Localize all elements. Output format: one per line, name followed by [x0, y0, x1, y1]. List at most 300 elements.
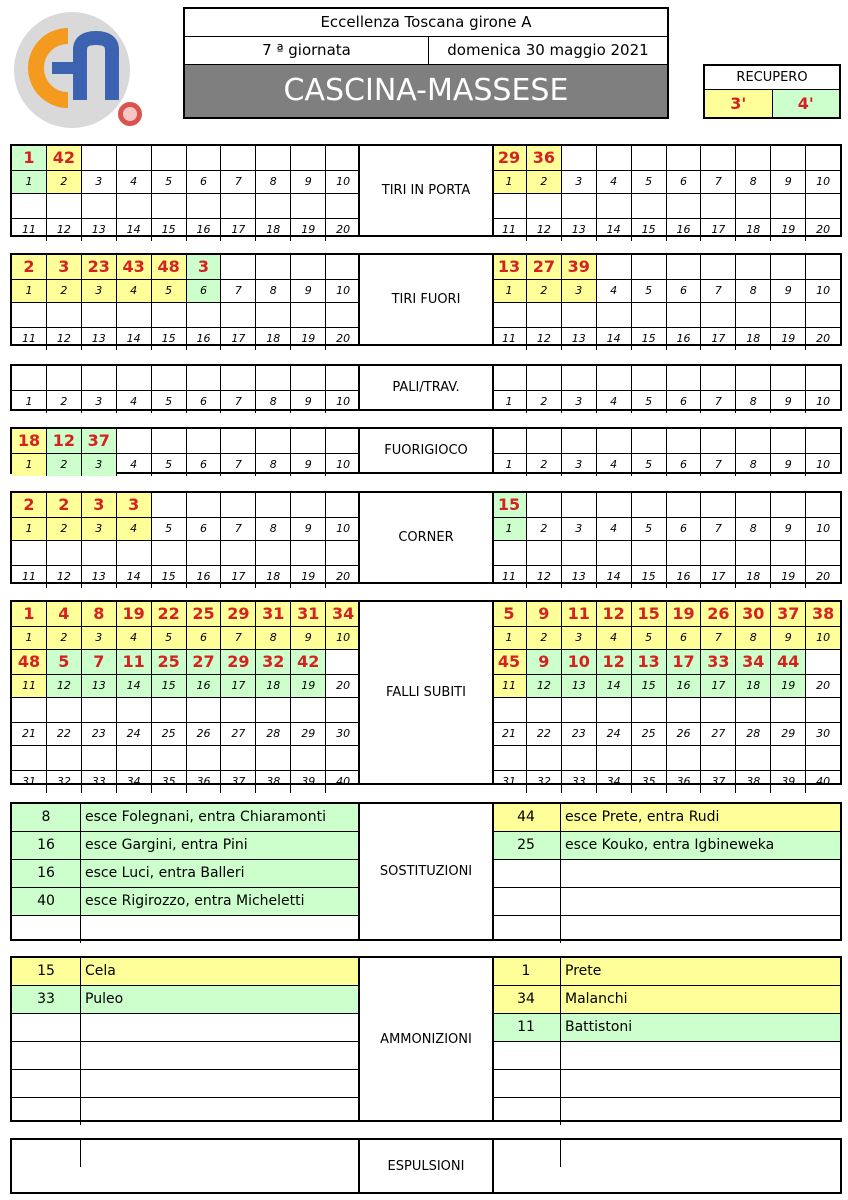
stat-index-cell: 2: [527, 518, 562, 540]
stat-value-cell: 29: [221, 602, 256, 626]
minute-cell: 15: [12, 958, 81, 985]
stat-index-cell: 13: [82, 219, 117, 241]
stat-value-cell: 8: [82, 602, 117, 626]
right-team-grid: [492, 366, 840, 409]
stat-index-cell: 7: [701, 518, 736, 540]
stat-value-cell: [187, 746, 222, 770]
stat-value-cell: [82, 303, 117, 327]
stat-value-cell: [47, 698, 82, 722]
list-row: [12, 1070, 360, 1098]
stat-value-cell: [771, 146, 806, 170]
stat-index-cell: 29: [771, 723, 806, 745]
minute-cell: [492, 1098, 561, 1125]
stat-index-cell: 20: [816, 223, 831, 236]
stat-index-cell: 7: [221, 627, 256, 649]
stat-index-cell: 2: [47, 391, 82, 413]
stat-index-cell: 40: [816, 775, 831, 788]
stat-index-cell: 11: [12, 566, 47, 588]
stat-index-cell: 6: [667, 171, 702, 193]
stat-index-cell: 15: [632, 566, 667, 588]
section-espulsioni: [10, 1138, 842, 1194]
list-row: [492, 1070, 840, 1098]
stat-index-cell: 3: [562, 454, 597, 476]
stat-index-cell: 10: [336, 175, 351, 188]
minute-index-row: [12, 219, 360, 241]
minute-cell: [492, 1070, 561, 1097]
stat-index-cell: 10: [816, 395, 831, 408]
event-text-cell: esce Kouko, entra Igbineweka: [565, 837, 775, 853]
stat-index-cell: 17: [701, 675, 736, 697]
event-text-cell: Battistoni: [565, 1019, 633, 1035]
stat-index-cell: 9: [771, 280, 806, 302]
stat-value-cell: [632, 746, 667, 770]
stat-value-cell: [291, 746, 326, 770]
stat-value-cell: [632, 493, 667, 517]
recupero-first-half: 3': [705, 90, 773, 117]
stat-index-cell: 10: [336, 395, 351, 408]
stat-value-cell: 42: [47, 146, 82, 170]
event-text-cell: [81, 1014, 360, 1041]
stat-index-cell: 18: [736, 328, 771, 350]
stat-value-cell: 2: [12, 255, 47, 279]
stat-value-cell: 9: [527, 602, 562, 626]
value-row: [492, 493, 840, 518]
value-row: [12, 541, 360, 566]
stat-value-cell: [667, 746, 702, 770]
stat-value-cell: 12: [47, 429, 82, 453]
stat-value-cell: 25: [187, 602, 222, 626]
stat-index-cell: 7: [221, 171, 256, 193]
stat-value-cell: [701, 146, 736, 170]
minute-index-row: [12, 723, 360, 746]
list-row: [12, 1014, 360, 1042]
stat-index-cell: 9: [291, 454, 326, 476]
stat-index-cell: 16: [667, 566, 702, 588]
stat-index-cell: 24: [597, 723, 632, 745]
stat-value-cell: [771, 541, 806, 565]
stat-value-cell: [152, 541, 187, 565]
stat-index-cell: 10: [816, 458, 831, 471]
stat-index-cell: 2: [47, 627, 82, 649]
section-label: AMMONIZIONI: [358, 958, 494, 1120]
list-row: [492, 804, 840, 832]
stat-index-cell: 7: [221, 391, 256, 413]
stat-value-cell: [701, 429, 736, 453]
stat-value-cell: [562, 146, 597, 170]
stat-index-cell: 10: [816, 284, 831, 297]
stat-value-cell: 1: [12, 602, 47, 626]
minute-index-row: [492, 391, 840, 413]
event-text-cell: esce Folegnani, entra Chiaramonti: [85, 809, 326, 825]
stat-index-cell: 2: [47, 518, 82, 540]
left-team-list: [12, 1140, 360, 1192]
stat-value-cell: 2: [12, 493, 47, 517]
stat-index-cell: 9: [291, 280, 326, 302]
stat-index-cell: 10: [806, 627, 840, 649]
stat-value-cell: [527, 493, 562, 517]
event-text-cell: [561, 1140, 840, 1167]
minute-cell: [12, 1042, 81, 1069]
value-row: [492, 541, 840, 566]
stat-index-cell: 4: [117, 518, 152, 540]
stat-index-cell: 20: [336, 332, 351, 345]
section-label: ESPULSIONI: [358, 1140, 494, 1192]
stat-value-cell: [771, 194, 806, 218]
stat-index-cell: 12: [527, 328, 562, 350]
stat-index-cell: 3: [82, 280, 117, 302]
minute-index-row: [492, 675, 840, 698]
stat-index-cell: 12: [527, 675, 562, 697]
stat-value-cell: [771, 255, 806, 279]
list-row: [12, 1042, 360, 1070]
stat-value-cell: [736, 429, 771, 453]
stat-value-cell: 11: [117, 650, 152, 674]
stat-index-cell: 8: [256, 518, 291, 540]
section-tiri-in-porta: [10, 144, 842, 237]
stat-index-cell: 13: [562, 566, 597, 588]
stat-index-cell: 2: [527, 454, 562, 476]
stat-value-cell: [152, 366, 187, 390]
stat-value-cell: 3: [187, 255, 222, 279]
stat-value-cell: [667, 146, 702, 170]
stat-index-cell: 22: [47, 723, 82, 745]
section-sostituzioni: [10, 802, 842, 941]
stat-value-cell: [117, 366, 152, 390]
stat-index-cell: 15: [152, 566, 187, 588]
cn-logo: [10, 8, 145, 128]
stat-value-cell: [632, 541, 667, 565]
right-team-list: [492, 804, 840, 939]
stat-value-cell: [256, 493, 291, 517]
section-label: TIRI FUORI: [358, 255, 494, 344]
stat-value-cell: [701, 303, 736, 327]
left-team-grid: [12, 429, 360, 472]
stat-index-cell: 25: [632, 723, 667, 745]
stat-value-cell: [736, 698, 771, 722]
stat-index-cell: 36: [667, 771, 702, 793]
stat-value-cell: 42: [291, 650, 326, 674]
stat-value-cell: [221, 366, 256, 390]
stat-value-cell: [326, 541, 360, 565]
stat-index-cell: 3: [82, 627, 117, 649]
stat-index-cell: 18: [256, 675, 291, 697]
stat-value-cell: [187, 541, 222, 565]
stat-value-cell: [771, 746, 806, 770]
right-team-grid: [492, 255, 840, 344]
stat-index-cell: 1: [492, 391, 527, 413]
stat-index-cell: 1: [12, 627, 47, 649]
value-row: [12, 194, 360, 219]
stat-value-cell: [187, 146, 222, 170]
stat-index-cell: 8: [736, 391, 771, 413]
stat-value-cell: [562, 194, 597, 218]
stat-value-cell: [291, 429, 326, 453]
stat-index-cell: 5: [632, 391, 667, 413]
list-row: [492, 958, 840, 986]
stat-value-cell: [256, 366, 291, 390]
list-row: [492, 1014, 840, 1042]
stat-index-cell: 12: [47, 675, 82, 697]
minute-index-row: [12, 280, 360, 303]
minute-cell: [12, 1014, 81, 1041]
stat-value-cell: [806, 698, 840, 722]
stat-value-cell: [117, 146, 152, 170]
stat-value-cell: 2: [47, 493, 82, 517]
stat-index-cell: 7: [701, 454, 736, 476]
stat-index-cell: 19: [291, 219, 326, 241]
stat-index-cell: 7: [701, 627, 736, 649]
stat-value-cell: 15: [632, 602, 667, 626]
stat-index-cell: 26: [667, 723, 702, 745]
stat-value-cell: [187, 429, 222, 453]
stat-value-cell: 5: [492, 602, 527, 626]
stat-value-cell: [806, 146, 840, 170]
stat-index-cell: 14: [597, 328, 632, 350]
stat-value-cell: [152, 429, 187, 453]
stat-value-cell: [12, 746, 47, 770]
minute-index-row: [492, 771, 840, 793]
section-fuorigioco: [10, 427, 842, 474]
stat-index-cell: 12: [47, 328, 82, 350]
stat-value-cell: [326, 429, 360, 453]
stat-value-cell: [12, 303, 47, 327]
value-row: [12, 366, 360, 391]
stat-value-cell: 32: [256, 650, 291, 674]
left-team-list: [12, 958, 360, 1120]
stat-index-cell: 8: [736, 280, 771, 302]
stat-index-cell: 2: [527, 280, 562, 302]
stat-value-cell: [221, 541, 256, 565]
right-team-list: [492, 958, 840, 1120]
stat-value-cell: [597, 366, 632, 390]
stat-index-cell: 2: [527, 391, 562, 413]
list-row: [12, 986, 360, 1014]
stat-index-cell: 18: [736, 675, 771, 697]
stat-index-cell: 17: [701, 328, 736, 350]
stat-value-cell: 48: [12, 650, 47, 674]
stat-index-cell: 30: [336, 727, 351, 740]
stat-value-cell: [47, 746, 82, 770]
value-row: [12, 746, 360, 771]
value-row: [492, 698, 840, 723]
left-team-grid: [12, 146, 360, 235]
event-text-cell: [561, 1042, 840, 1069]
match-title: CASCINA-MASSESE: [185, 65, 667, 117]
event-text-cell: [561, 1098, 840, 1125]
stat-value-cell: 19: [117, 602, 152, 626]
stat-index-cell: 21: [12, 723, 47, 745]
event-text-cell: esce Prete, entra Rudi: [565, 809, 720, 825]
stat-value-cell: [326, 746, 360, 770]
stat-value-cell: [291, 194, 326, 218]
stat-value-cell: [701, 493, 736, 517]
left-team-grid: [12, 255, 360, 344]
stat-value-cell: 13: [632, 650, 667, 674]
stat-value-cell: 34: [736, 650, 771, 674]
minute-cell: [492, 1042, 561, 1069]
stat-index-cell: 12: [47, 219, 82, 241]
minute-cell: 16: [12, 832, 81, 859]
stat-index-cell: 19: [291, 566, 326, 588]
stat-index-cell: 34: [117, 771, 152, 793]
stat-index-cell: 19: [771, 219, 806, 241]
stat-index-cell: 1: [492, 280, 527, 302]
stat-index-cell: 3: [562, 280, 597, 302]
stat-index-cell: 34: [597, 771, 632, 793]
stat-value-cell: [597, 255, 632, 279]
stat-index-cell: 8: [736, 171, 771, 193]
stat-value-cell: [291, 366, 326, 390]
stat-value-cell: [291, 698, 326, 722]
stat-value-cell: [152, 698, 187, 722]
stat-index-cell: 15: [632, 675, 667, 697]
stat-index-cell: 1: [492, 454, 527, 476]
stat-value-cell: [806, 366, 840, 390]
stat-value-cell: [47, 366, 82, 390]
minute-cell: 16: [12, 860, 81, 887]
stat-value-cell: [562, 303, 597, 327]
stat-value-cell: 22: [152, 602, 187, 626]
stat-value-cell: [82, 541, 117, 565]
stat-value-cell: [82, 194, 117, 218]
list-row: [492, 860, 840, 888]
list-row: [492, 888, 840, 916]
stat-value-cell: [736, 303, 771, 327]
stat-value-cell: [117, 746, 152, 770]
stat-index-cell: 14: [597, 219, 632, 241]
stat-index-cell: 9: [771, 454, 806, 476]
stat-value-cell: [492, 746, 527, 770]
value-row: [492, 303, 840, 328]
stat-value-cell: [291, 255, 326, 279]
stat-index-cell: 20: [816, 332, 831, 345]
stat-index-cell: 22: [527, 723, 562, 745]
section-label: TIRI IN PORTA: [358, 146, 494, 235]
stat-value-cell: 30: [736, 602, 771, 626]
stat-index-cell: 3: [562, 171, 597, 193]
stat-value-cell: [771, 429, 806, 453]
stat-value-cell: [806, 650, 840, 674]
stat-value-cell: [82, 746, 117, 770]
value-row: [12, 698, 360, 723]
stat-index-cell: 2: [527, 627, 562, 649]
stat-index-cell: 18: [736, 219, 771, 241]
stat-value-cell: [667, 303, 702, 327]
value-row: [12, 602, 360, 627]
stat-index-cell: 39: [291, 771, 326, 793]
stat-index-cell: 19: [291, 675, 326, 697]
event-text-cell: Prete: [565, 963, 602, 979]
left-team-list: [12, 804, 360, 939]
stat-index-cell: 13: [82, 675, 117, 697]
stat-index-cell: 40: [336, 775, 351, 788]
stat-value-cell: [256, 541, 291, 565]
list-row: [492, 986, 840, 1014]
stat-index-cell: 9: [771, 627, 806, 649]
stat-index-cell: 38: [256, 771, 291, 793]
stat-index-cell: 2: [47, 454, 82, 476]
stat-index-cell: 16: [187, 675, 222, 697]
event-text-cell: [561, 888, 840, 915]
stat-value-cell: [736, 194, 771, 218]
stat-index-cell: 10: [816, 522, 831, 535]
stat-index-cell: 1: [12, 518, 47, 540]
stat-index-cell: 29: [291, 723, 326, 745]
stat-value-cell: 31: [256, 602, 291, 626]
list-row: [12, 860, 360, 888]
stat-index-cell: 13: [82, 328, 117, 350]
stat-index-cell: 10: [336, 522, 351, 535]
stat-value-cell: [256, 698, 291, 722]
stat-value-cell: [326, 255, 360, 279]
stat-index-cell: 36: [187, 771, 222, 793]
stat-value-cell: [326, 698, 360, 722]
left-team-grid: [12, 602, 360, 788]
stat-value-cell: [527, 366, 562, 390]
stat-index-cell: 8: [256, 627, 291, 649]
stat-value-cell: [701, 541, 736, 565]
stat-value-cell: [701, 366, 736, 390]
minute-cell: [492, 888, 561, 915]
stat-index-cell: 4: [597, 518, 632, 540]
stat-value-cell: 17: [667, 650, 702, 674]
stat-value-cell: [597, 698, 632, 722]
minute-index-row: [492, 454, 840, 476]
stat-index-cell: 2: [47, 280, 82, 302]
stat-index-cell: 31: [492, 771, 527, 793]
stat-index-cell: 16: [667, 328, 702, 350]
stat-index-cell: 8: [256, 171, 291, 193]
list-row: [492, 832, 840, 860]
stat-value-cell: [667, 698, 702, 722]
value-row: [492, 746, 840, 771]
stat-index-cell: 19: [771, 566, 806, 588]
stat-index-cell: 27: [701, 723, 736, 745]
stat-index-cell: 12: [527, 219, 562, 241]
stat-value-cell: [562, 429, 597, 453]
stat-index-cell: 33: [82, 771, 117, 793]
stat-index-cell: 15: [152, 328, 187, 350]
minute-index-row: [12, 675, 360, 698]
stat-index-cell: 17: [221, 219, 256, 241]
list-row: [492, 1140, 840, 1167]
stat-value-cell: [597, 746, 632, 770]
minute-index-row: [12, 518, 360, 541]
stat-value-cell: [771, 303, 806, 327]
event-text-cell: esce Gargini, entra Pini: [85, 837, 248, 853]
event-text-cell: esce Luci, entra Balleri: [85, 865, 245, 881]
stat-index-cell: 14: [117, 219, 152, 241]
stat-index-cell: 37: [221, 771, 256, 793]
stat-index-cell: 20: [816, 679, 831, 692]
minute-cell: 44: [492, 804, 561, 831]
stat-value-cell: [632, 146, 667, 170]
minute-index-row: [492, 723, 840, 746]
stat-value-cell: [256, 146, 291, 170]
stat-value-cell: [527, 541, 562, 565]
stat-index-cell: 32: [527, 771, 562, 793]
stat-index-cell: 1: [12, 391, 47, 413]
stat-value-cell: [597, 303, 632, 327]
stat-index-cell: 6: [187, 391, 222, 413]
stat-index-cell: 6: [667, 280, 702, 302]
stat-value-cell: [47, 303, 82, 327]
stat-value-cell: [632, 194, 667, 218]
stat-value-cell: [667, 493, 702, 517]
stat-index-cell: 4: [117, 280, 152, 302]
minute-index-row: [492, 280, 840, 303]
stat-index-cell: 5: [632, 518, 667, 540]
